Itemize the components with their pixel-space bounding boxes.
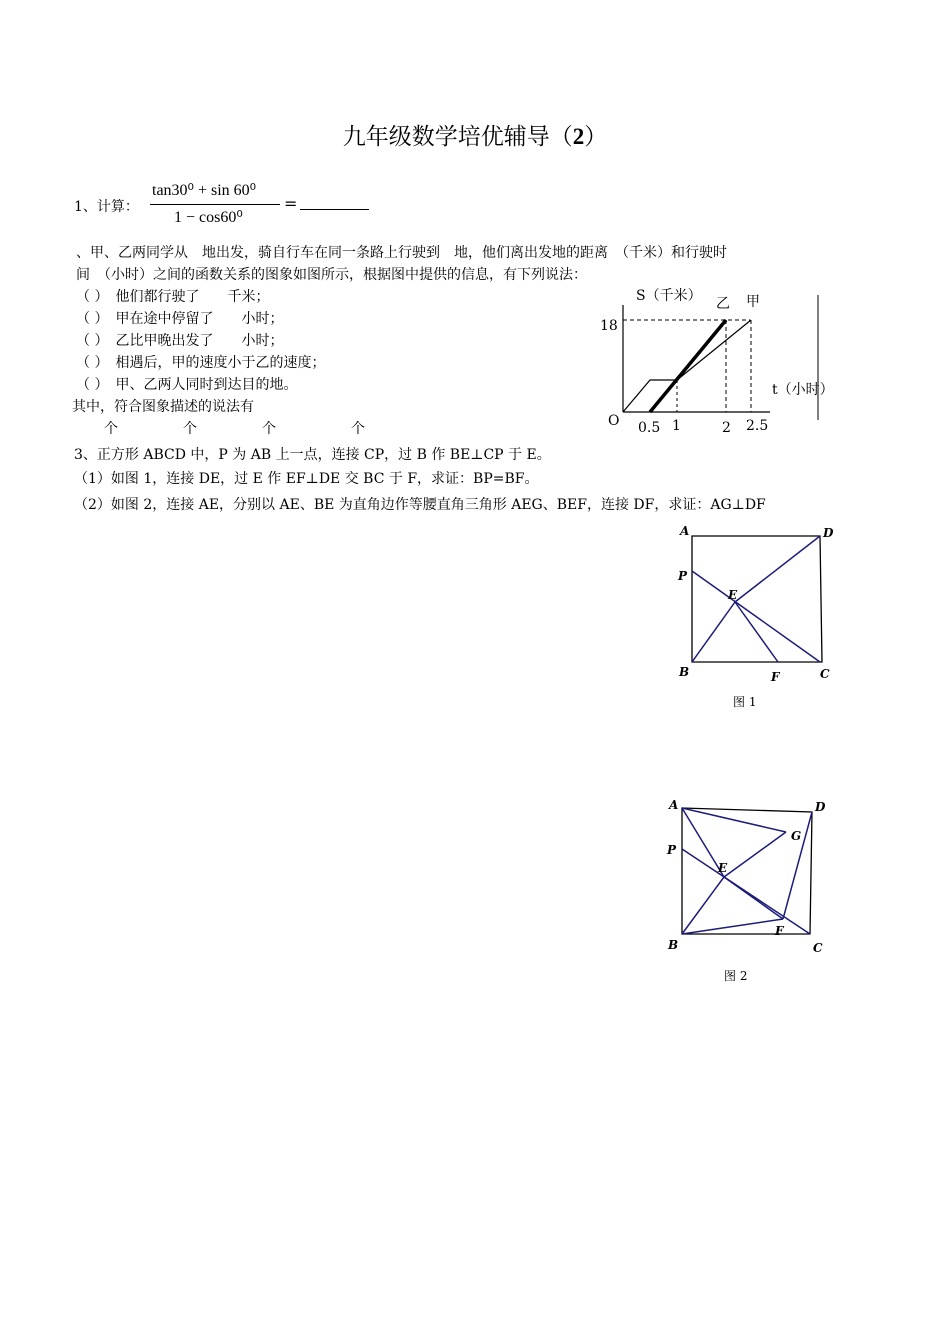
q1-numerator: tan30⁰ + sin 60⁰: [152, 182, 257, 199]
fig2-label-f: F: [775, 924, 784, 938]
fig2-label-b: B: [668, 938, 679, 952]
q2-option-d: 个: [351, 421, 365, 437]
fig1-label-a: A: [680, 524, 690, 538]
q3-line3: （2）如图 2，连接 AE，分别以 AE、BE 为直角边作等腰直角三角形 AEG、BEF，连接 DF，求证：AG⊥DF: [74, 497, 766, 513]
page-title: 九年级数学培优辅导（2）: [342, 124, 608, 150]
fig2-label-p: P: [667, 843, 677, 857]
fig2-segment-ag: [682, 808, 786, 832]
q2-intro-line2: 间 （小时）之间的函数关系的图象如图所示，根据图中提供的信息，有下列说法：: [76, 267, 587, 283]
q2-question: 其中，符合图象描述的说法有: [72, 399, 254, 415]
q1-equals: =: [284, 194, 298, 213]
graph-x-label: t（小时）: [772, 382, 834, 398]
q2-statement-3: （ ） 乙比甲晚出发了 小时；: [76, 333, 284, 349]
graph-y-label: S（千米）: [636, 288, 702, 304]
q2-statement-2: （ ） 甲在途中停留了 小时；: [76, 311, 284, 327]
fig1-label-p: P: [678, 569, 688, 583]
fig1-caption: 图 1: [733, 695, 757, 709]
fig2-segment-bf: [682, 919, 783, 934]
q1-label: 1、计算：: [74, 199, 139, 215]
graph-x-tick-2: 2: [722, 420, 731, 436]
q1-denominator: 1 − cos60⁰: [174, 209, 243, 226]
fig1-label-b: B: [679, 665, 690, 679]
fig2-label-g: G: [791, 829, 802, 843]
fig1-label-d: D: [823, 526, 834, 540]
q2-statement-1: （ ） 他们都行驶了 千米；: [76, 289, 270, 305]
q2-intro-line1: 、甲、乙两同学从 地出发，骑自行车在同一条路上行驶到 地，他们离出发地的距离 （千米）和行驶时: [76, 245, 727, 261]
graph-origin: O: [608, 413, 620, 429]
q2-option-c: 个: [262, 421, 276, 437]
graph-y-tick-18: 18: [600, 318, 618, 334]
graph-label-yi: 乙: [716, 296, 730, 312]
graph-x-tick-1: 1: [672, 418, 681, 434]
fig2-segment-be: [682, 877, 724, 934]
q2-option-a: 个: [104, 421, 118, 437]
q2-option-b: 个: [183, 421, 197, 437]
fig1-label-f: F: [771, 670, 780, 684]
graph-x-tick-2-5: 2.5: [746, 418, 769, 434]
fig2-segment-eg: [724, 832, 786, 877]
q3-line1: 3、正方形 ABCD 中，P 为 AB 上一点，连接 CP，过 B 作 BE⊥CP 于 E。: [74, 447, 551, 463]
q2-statement-4: （ ） 相遇后，甲的速度小于乙的速度；: [76, 355, 326, 371]
fig2-square: [682, 808, 812, 934]
graph-x-tick-0-5: 0.5: [638, 420, 661, 436]
fig2-label-a: A: [669, 798, 679, 812]
fig2-label-e: E: [718, 861, 728, 875]
fig2-label-d: D: [815, 800, 826, 814]
fig2-label-c: C: [813, 941, 823, 955]
q3-line2: （1）如图 1，连接 DE，过 E 作 EF⊥DE 交 BC 于 F，求证：BP=BF。: [74, 471, 539, 487]
graph-label-jia: 甲: [746, 294, 760, 310]
fig1-label-e: E: [728, 588, 738, 602]
q2-statement-5: （ ） 甲、乙两人同时到达目的地。: [76, 377, 298, 393]
fig1-label-c: C: [820, 667, 830, 681]
fig2-segment-ef: [724, 877, 783, 919]
fig2-caption: 图 2: [724, 969, 748, 983]
